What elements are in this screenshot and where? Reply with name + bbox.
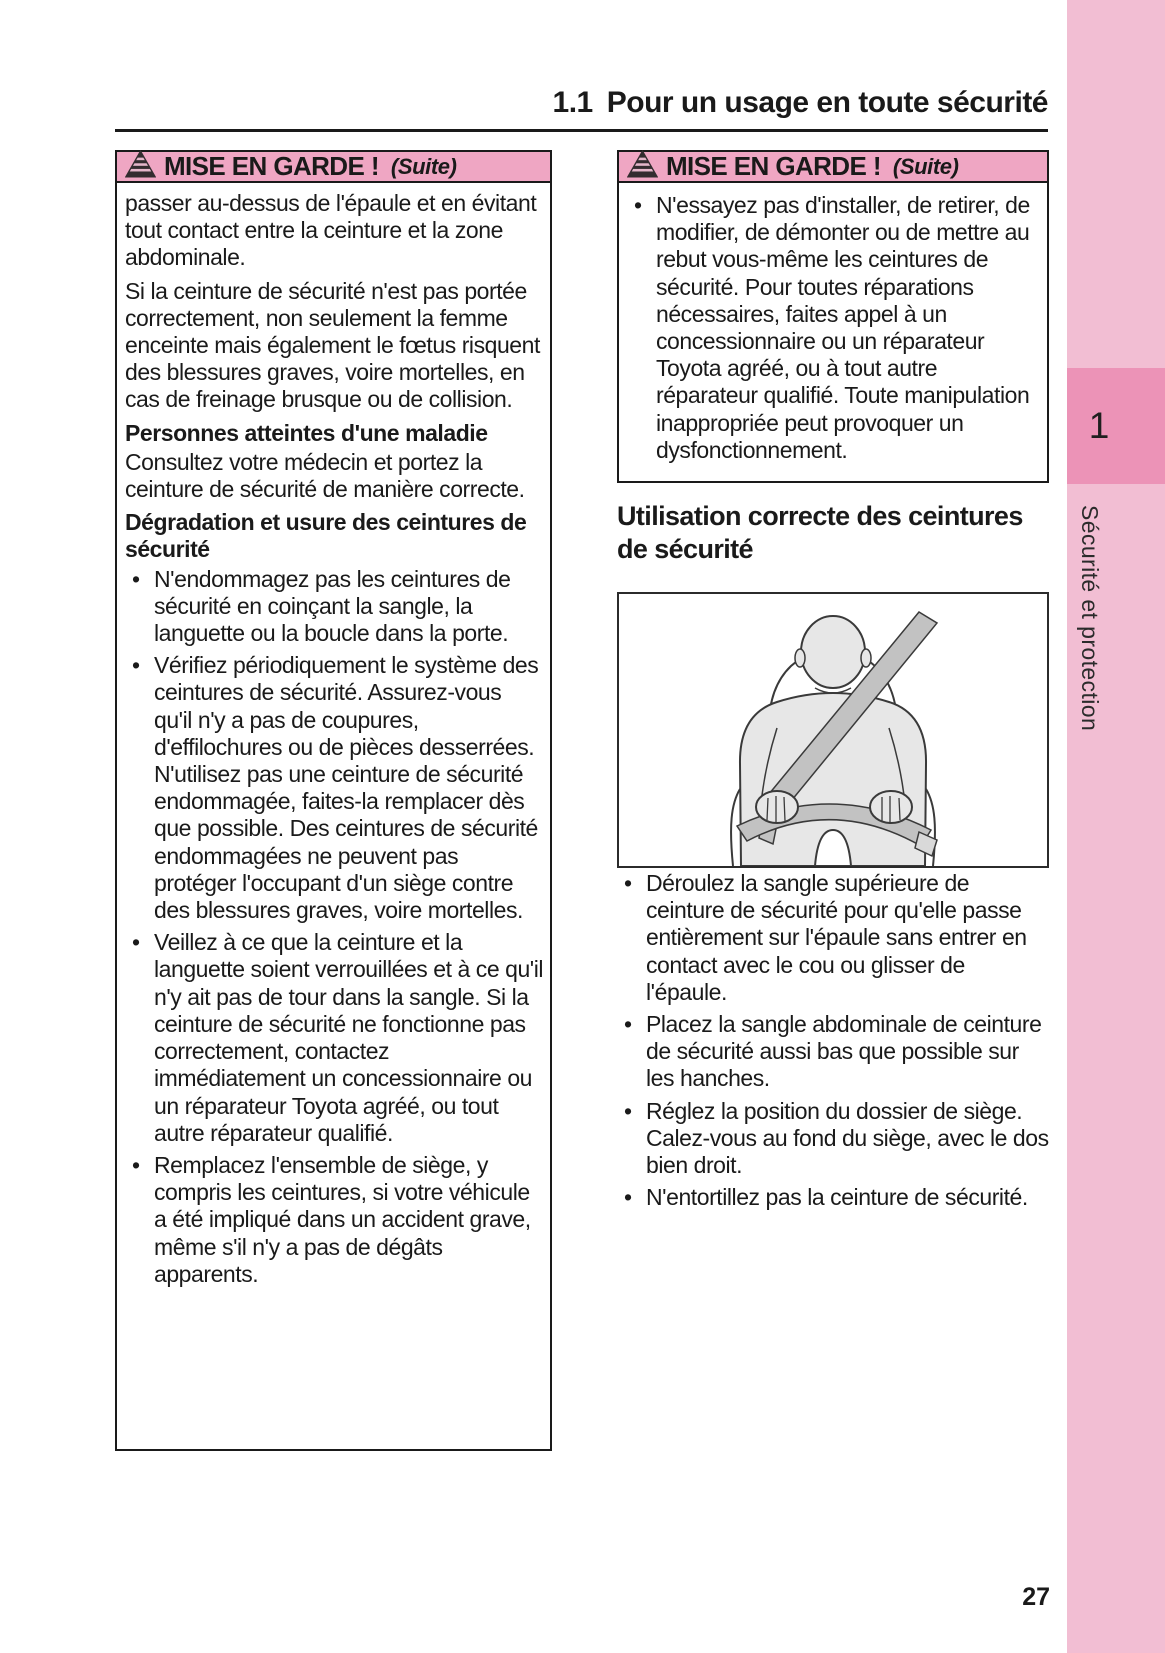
warning-header	[117, 152, 550, 183]
warning-continuation: (Suite)	[390, 153, 457, 179]
warning-bullet-list	[125, 566, 544, 1288]
warning-body	[117, 183, 550, 1301]
bullet-dot: •	[624, 1097, 632, 1124]
bullet-text: Remplacez l'ensemble de siège, y compris les ceintures, si votre véhicule a été impliqué dans un accident grave, même s'il n'y a pas de dégâts apparents.	[154, 1151, 531, 1287]
list-item	[125, 1152, 544, 1288]
occupant-wearing-seatbelt-illustration	[617, 592, 1049, 868]
bullet-dot: •	[132, 565, 140, 592]
section-number: 1.1	[552, 86, 593, 119]
header-rule	[115, 129, 1048, 132]
chapter-title-vertical: Sécurité et protection	[1077, 505, 1103, 732]
list-item	[617, 1098, 1049, 1180]
bullet-text: Déroulez la sangle supérieure de ceinture de sécurité pour qu'elle passe entièrement sur l'épaule sans entrer en contact avec le cou ou glisser de l'épaule.	[646, 870, 1027, 1005]
warning-continuation: (Suite)	[892, 153, 959, 179]
bullet-text: Vérifiez périodiquement le système des ceintures de sécurité. Assurez-vous qu'il n'y a pas de coupures, d'effilochures ou de pièces desserrées. N'utilisez pas une ceinture de sécurité endommagée, faites-la remplacer dès que possible. Des ceintures de sécurité endommagées ne peuvent pas protéger l'occupant d'un siège contre des blessures graves, voire mortelles.	[154, 652, 539, 924]
bullet-dot: •	[132, 929, 140, 956]
subheading-illness: Personnes atteintes d'une maladie	[125, 419, 488, 446]
paragraph: passer au-dessus de l'épaule et en évitant tout contact entre la ceinture et la zone abdominale.	[125, 190, 537, 271]
list-item	[125, 652, 544, 924]
list-item	[125, 566, 544, 648]
chapter-number: 1	[1088, 405, 1110, 446]
bullet-text: Réglez la position du dossier de siège. Calez-vous au fond du siège, avec le dos bien droit.	[646, 1097, 1049, 1179]
page-number: 27	[1022, 1583, 1050, 1611]
chapter-number-tab	[1067, 368, 1165, 484]
usage-bullet-list	[617, 870, 1049, 1211]
bullet-text: N'essayez pas d'installer, de retirer, de modifier, de démonter ou de mettre au rebut vous-même les ceintures de sécurité. Pour toutes réparations nécessaires, faites appel à un concessionnaire ou un réparateur Toyota agréé, ou à tout autre réparateur qualifié. Toute manipulation inappropriée peut provoquer un dysfonctionnement.	[656, 192, 1030, 463]
list-item	[617, 1184, 1049, 1211]
warning-title: MISE EN GARDE !	[666, 151, 881, 181]
chapter-sidebar	[1067, 0, 1165, 1653]
bullet-dot: •	[132, 652, 140, 679]
bullet-dot: •	[132, 1151, 140, 1178]
warning-title: MISE EN GARDE !	[164, 151, 379, 181]
list-item	[627, 192, 1041, 464]
bullet-dot: •	[624, 1011, 632, 1038]
list-item	[617, 870, 1049, 1006]
warning-triangle-icon	[627, 150, 658, 183]
paragraph: Si la ceinture de sécurité n'est pas portée correctement, non seulement la femme enceinte mais également le fœtus risquent des blessures graves, voire mortelles, en cas de freinage brusque ou de collision.	[125, 277, 540, 413]
warning-box-left	[115, 150, 552, 1451]
paragraph: Consultez votre médecin et portez la ceinture de sécurité de manière correcte.	[125, 448, 525, 503]
bullet-text: Placez la sangle abdominale de ceinture de sécurité aussi bas que possible sur les hanches.	[646, 1011, 1042, 1092]
section-heading: Utilisation correcte des ceintures de sécurité	[617, 501, 1023, 564]
bullet-dot: •	[634, 192, 642, 218]
bullet-dot: •	[624, 870, 632, 896]
section-title: Pour un usage en toute sécurité	[606, 86, 1048, 119]
page-title	[115, 86, 1048, 120]
right-column	[617, 150, 1049, 1216]
list-item	[125, 929, 544, 1147]
warning-bullet-list	[627, 192, 1041, 464]
bullet-text: N'endommagez pas les ceintures de sécurité en coinçant la sangle, la languette ou la boucle dans la porte.	[154, 565, 511, 647]
warning-triangle-icon	[125, 150, 156, 183]
bullet-text: Veillez à ce que la ceinture et la languette soient verrouillées et à ce qu'il n'y ait pas de tour dans la sangle. Si la ceinture de sécurité ne fonctionne pas correctement, contactez immédiatement un concessionnaire ou un réparateur Toyota agréé, ou tout autre réparateur qualifié.	[154, 929, 544, 1146]
bullet-dot: •	[624, 1184, 632, 1211]
bullet-text: N'entortillez pas la ceinture de sécurité.	[646, 1184, 1028, 1211]
warning-box-right	[617, 150, 1049, 483]
list-item	[617, 1011, 1049, 1093]
subheading-belt-wear: Dégradation et usure des ceintures de sécurité	[125, 509, 527, 563]
warning-body	[619, 183, 1047, 477]
warning-header	[619, 152, 1047, 183]
